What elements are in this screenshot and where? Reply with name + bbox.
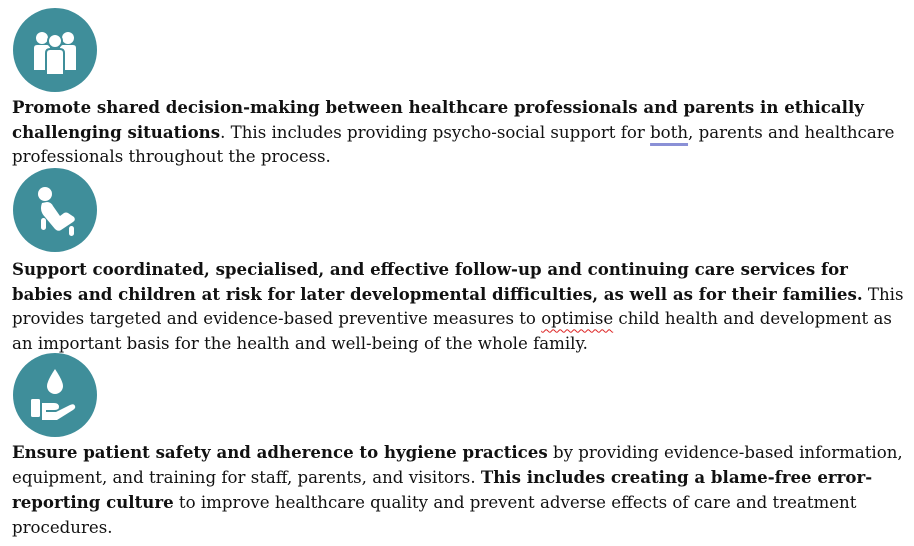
section-heading: Ensure patient safety and adherence to hygiene practices [12,442,548,462]
section-paragraph [12,440,908,540]
spellcheck-word: optimise [541,309,614,329]
underlined-word: both [650,123,689,143]
section-paragraph [12,95,908,170]
section-paragraph [12,257,908,356]
body-text: by providing evidence-based information, equipment, and training for staff, parents, and visitors. [12,443,903,488]
body-text: , parents and healthcare professionals throughout the process. [12,123,895,167]
section-heading: Support coordinated, specialised, and effective follow-up and continuing care services for babies and children at risk for later developmental difficulties, as well as for their families. [12,259,863,305]
people-group-icon [13,8,97,92]
body-text: This provides targeted and evidence-based preventive measures to [12,285,904,329]
section-heading: Promote shared decision-making between healthcare professionals and parents in ethically challenging situations [12,97,864,143]
hand-water-drop-icon [13,353,97,437]
bold-text: This includes creating a blame-free error-reporting culture [12,467,873,513]
body-text: to improve healthcare quality and prevent adverse effects of care and treatment procedures. [12,493,857,537]
crawling-baby-icon [13,168,97,252]
body-text: . This includes providing psycho-social support for [220,123,651,143]
body-text: child health and development as an important basis for the health and well-being of the whole family. [12,309,892,353]
